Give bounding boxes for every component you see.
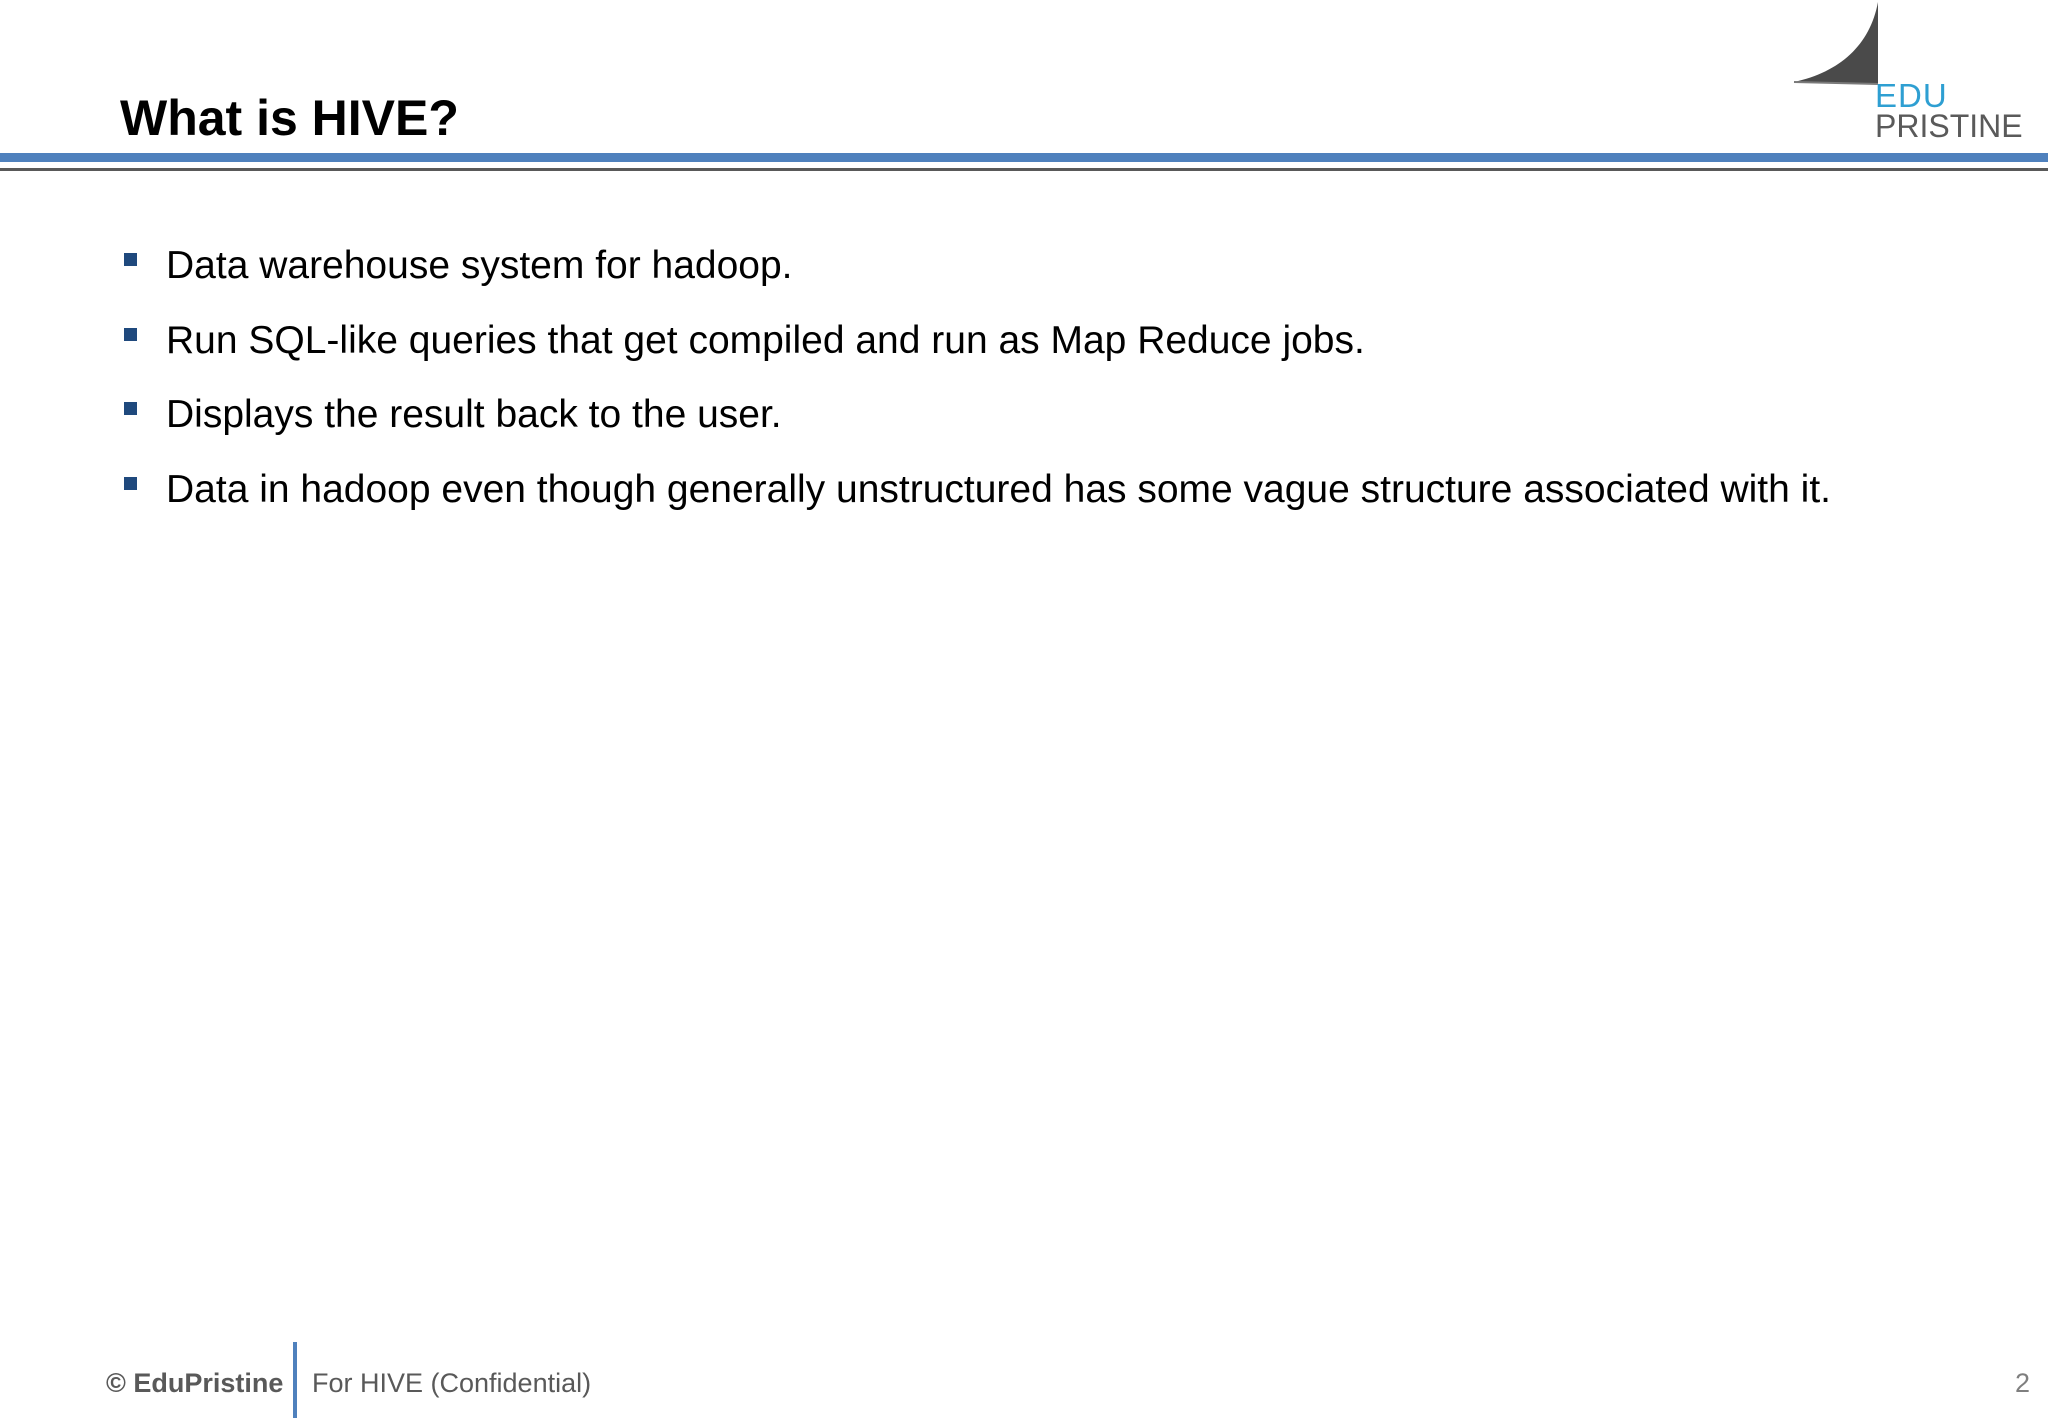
footer-text: For HIVE (Confidential) [312, 1368, 592, 1398]
square-bullet-icon [124, 253, 137, 266]
title-rule-thin [0, 168, 2048, 171]
title-rule-blue [0, 153, 2048, 162]
bullet-item [120, 464, 2000, 539]
square-bullet-icon [124, 328, 137, 341]
bullet-list [120, 240, 2000, 538]
logo-text-edu: EDU [1875, 77, 1948, 114]
bullet-item [120, 240, 2000, 315]
bullet-text: Run SQL-like queries that get compiled and run as Map Reduce jobs. [166, 318, 1365, 362]
bullet-text: Displays the result back to the user. [166, 393, 782, 436]
logo-text-pristine: PRISTINE [1875, 108, 2023, 144]
square-bullet-icon [124, 402, 137, 415]
bullet-text: Data warehouse system for hadoop. [166, 244, 793, 287]
bullet-text: Data in hadoop even though generally unstructured has some vague structure associated with it. [166, 467, 1832, 511]
bullet-item [120, 315, 2000, 390]
page-number: 2 [2014, 1368, 2030, 1398]
square-bullet-icon [124, 477, 137, 490]
bullet-item [120, 389, 2000, 464]
edupristine-logo [1790, 0, 2023, 145]
footer-copyright: © EduPristine [106, 1368, 284, 1398]
footer-divider [293, 1342, 297, 1418]
slide-footer [0, 1340, 2048, 1418]
slide-title: What is HIVE? [120, 90, 459, 146]
